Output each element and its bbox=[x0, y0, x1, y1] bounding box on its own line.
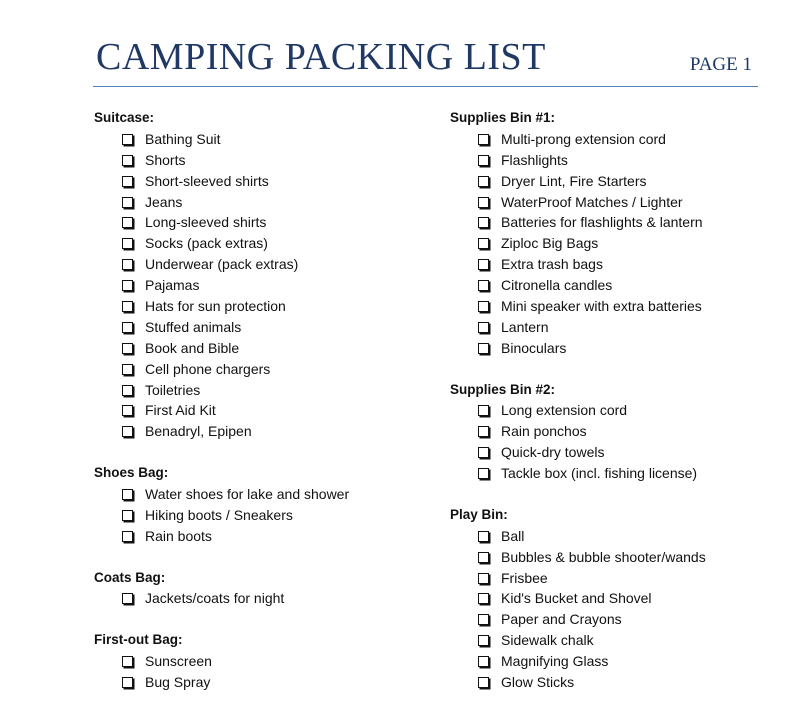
checkbox-icon[interactable] bbox=[122, 385, 133, 396]
page-number: PAGE 1 bbox=[689, 54, 752, 75]
checklist-item[interactable] bbox=[94, 150, 414, 171]
checkbox-icon[interactable] bbox=[478, 176, 489, 187]
section-suitcase bbox=[94, 108, 414, 442]
checkbox-icon[interactable] bbox=[478, 552, 489, 563]
checklist-item[interactable] bbox=[94, 338, 414, 359]
checkbox-icon[interactable] bbox=[478, 426, 489, 437]
checklist-item-label: Underwear (pack extras) bbox=[145, 256, 299, 273]
section-title: Shoes Bag: bbox=[94, 465, 169, 481]
checkbox-icon[interactable] bbox=[122, 259, 133, 270]
checklist-item[interactable] bbox=[450, 651, 770, 672]
section-supplies-bin-1 bbox=[450, 108, 770, 359]
checklist-item[interactable] bbox=[94, 484, 414, 505]
checklist-item-label: Hats for sun protection bbox=[145, 298, 286, 315]
checklist-item-label: Book and Bible bbox=[145, 339, 240, 356]
checkbox-icon[interactable] bbox=[478, 573, 489, 584]
checkbox-icon[interactable] bbox=[478, 656, 489, 667]
checklist-item[interactable] bbox=[94, 275, 414, 296]
checklist-item[interactable] bbox=[450, 547, 770, 568]
checklist-item[interactable] bbox=[450, 672, 770, 693]
section-shoes-bag bbox=[94, 463, 414, 547]
checklist-item[interactable] bbox=[94, 651, 414, 672]
checklist-item[interactable] bbox=[450, 421, 770, 442]
checkbox-icon[interactable] bbox=[122, 426, 133, 437]
checkbox-icon[interactable] bbox=[478, 447, 489, 458]
checkbox-icon[interactable] bbox=[478, 343, 489, 354]
checklist-item[interactable] bbox=[450, 463, 770, 484]
checklist-item[interactable] bbox=[94, 254, 414, 275]
section-title: Supplies Bin #2: bbox=[450, 381, 556, 397]
checkbox-icon[interactable] bbox=[122, 322, 133, 333]
checklist-item[interactable] bbox=[450, 588, 770, 609]
checklist-item-label: Bug Spray bbox=[145, 674, 211, 691]
section-first-out-bag bbox=[94, 630, 414, 693]
checklist-item[interactable] bbox=[94, 400, 414, 421]
checklist-item-label: Jeans bbox=[145, 193, 183, 210]
checkbox-icon[interactable] bbox=[122, 364, 133, 375]
checkbox-icon[interactable] bbox=[478, 134, 489, 145]
checklist-item[interactable] bbox=[450, 526, 770, 547]
checklist-item-label: Rain boots bbox=[145, 527, 212, 544]
checklist-item-label: WaterProof Matches / Lighter bbox=[501, 193, 683, 210]
checklist-item-label: Dryer Lint, Fire Starters bbox=[501, 172, 647, 189]
checkbox-icon[interactable] bbox=[478, 322, 489, 333]
checkbox-icon[interactable] bbox=[478, 155, 489, 166]
checkbox-icon[interactable] bbox=[122, 531, 133, 542]
checklist-item-label: Kid's Bucket and Shovel bbox=[501, 590, 652, 607]
page-title: CAMPING PACKING LIST bbox=[96, 36, 546, 78]
checklist-item[interactable] bbox=[450, 296, 770, 317]
checklist-item-label: Toiletries bbox=[145, 381, 201, 398]
checkbox-icon[interactable] bbox=[122, 301, 133, 312]
checklist-item-label: Paper and Crayons bbox=[501, 611, 622, 628]
checklist-item-label: Quick-dry towels bbox=[501, 444, 605, 461]
checklist-item[interactable] bbox=[94, 296, 414, 317]
checkbox-icon[interactable] bbox=[478, 259, 489, 270]
checklist-item[interactable] bbox=[94, 588, 414, 609]
header-divider bbox=[93, 86, 758, 87]
checklist-item-label: Shorts bbox=[145, 151, 186, 168]
checkbox-icon[interactable] bbox=[478, 635, 489, 646]
checkbox-icon[interactable] bbox=[478, 677, 489, 688]
checklist-item[interactable] bbox=[450, 568, 770, 589]
checklist-item[interactable] bbox=[450, 171, 770, 192]
checklist-item-label: Batteries for flashlights & lantern bbox=[501, 214, 703, 231]
checklist-item[interactable] bbox=[450, 442, 770, 463]
checkbox-icon[interactable] bbox=[478, 238, 489, 249]
checkbox-icon[interactable] bbox=[122, 405, 133, 416]
checklist-item-label: Lantern bbox=[501, 318, 549, 335]
checkbox-icon[interactable] bbox=[122, 155, 133, 166]
checklist-item-label: Hiking boots / Sneakers bbox=[145, 506, 293, 523]
checklist-item[interactable] bbox=[94, 233, 414, 254]
checklist-item-label: Mini speaker with extra batteries bbox=[501, 298, 702, 315]
checklist-item[interactable] bbox=[450, 630, 770, 651]
checklist-item-label: Short-sleeved shirts bbox=[145, 172, 269, 189]
checklist-item-label: Socks (pack extras) bbox=[145, 235, 268, 252]
checklist-item[interactable] bbox=[450, 317, 770, 338]
checklist-item-label: Extra trash bags bbox=[501, 256, 603, 273]
right-column bbox=[450, 108, 770, 714]
checklist-item[interactable] bbox=[94, 421, 414, 442]
checkbox-icon[interactable] bbox=[478, 405, 489, 416]
checkbox-icon[interactable] bbox=[478, 593, 489, 604]
checkbox-icon[interactable] bbox=[478, 301, 489, 312]
checklist-item[interactable] bbox=[450, 609, 770, 630]
checklist-item[interactable] bbox=[94, 359, 414, 380]
checklist-item-label: Water shoes for lake and shower bbox=[145, 486, 350, 503]
checkbox-icon[interactable] bbox=[122, 197, 133, 208]
checkbox-icon[interactable] bbox=[478, 468, 489, 479]
checklist-item-label: Long extension cord bbox=[501, 402, 628, 419]
checklist-item[interactable] bbox=[94, 192, 414, 213]
checklist-item-label: Pajamas bbox=[145, 277, 200, 294]
checkbox-icon[interactable] bbox=[122, 677, 133, 688]
checklist-item-label: Glow Sticks bbox=[501, 674, 575, 691]
checklist-item-label: Multi-prong extension cord bbox=[501, 130, 666, 147]
checklist-item-label: Magnifying Glass bbox=[501, 653, 609, 670]
checklist-item[interactable] bbox=[94, 212, 414, 233]
section-title: Coats Bag: bbox=[94, 569, 166, 585]
checklist-item-label: Ball bbox=[501, 527, 525, 544]
checklist-item[interactable] bbox=[94, 526, 414, 547]
checkbox-icon[interactable] bbox=[122, 489, 133, 500]
checklist-item-label: Long-sleeved shirts bbox=[145, 214, 267, 231]
checklist-item[interactable] bbox=[450, 212, 770, 233]
checklist-item[interactable] bbox=[450, 150, 770, 171]
checklist-item-label: Jackets/coats for night bbox=[145, 590, 285, 607]
checkbox-icon[interactable] bbox=[122, 656, 133, 667]
checklist-item[interactable] bbox=[450, 275, 770, 296]
checklist-item-label: Tackle box (incl. fishing license) bbox=[501, 465, 698, 482]
checkbox-icon[interactable] bbox=[478, 614, 489, 625]
checkbox-icon[interactable] bbox=[122, 176, 133, 187]
section-title: First-out Bag: bbox=[94, 632, 183, 648]
checklist-item-label: Cell phone chargers bbox=[145, 360, 271, 377]
checklist-item[interactable] bbox=[94, 317, 414, 338]
checklist-item-label: Sidewalk chalk bbox=[501, 632, 594, 649]
checklist-item-label: Rain ponchos bbox=[501, 423, 587, 440]
checklist-item[interactable] bbox=[450, 129, 770, 150]
checkbox-icon[interactable] bbox=[122, 510, 133, 521]
checklist-item[interactable] bbox=[94, 129, 414, 150]
checklist-item-label: Binoculars bbox=[501, 339, 567, 356]
checklist-item-label: First Aid Kit bbox=[145, 402, 216, 419]
checklist-item[interactable] bbox=[94, 672, 414, 693]
checklist-item[interactable] bbox=[94, 171, 414, 192]
checkbox-icon[interactable] bbox=[122, 280, 133, 291]
checklist-item[interactable] bbox=[450, 338, 770, 359]
checklist-item-label: Sunscreen bbox=[145, 653, 212, 670]
section-supplies-bin-2 bbox=[450, 380, 770, 484]
left-column bbox=[94, 108, 414, 714]
checklist-item[interactable] bbox=[450, 192, 770, 213]
checklist-item[interactable] bbox=[450, 400, 770, 421]
checkbox-icon[interactable] bbox=[478, 280, 489, 291]
checklist-item[interactable] bbox=[450, 233, 770, 254]
section-title: Supplies Bin #1: bbox=[450, 110, 556, 125]
checklist-item[interactable] bbox=[94, 505, 414, 526]
checklist-item[interactable] bbox=[94, 380, 414, 401]
checklist-item-label: Frisbee bbox=[501, 569, 548, 586]
checklist-item-label: Stuffed animals bbox=[145, 318, 242, 335]
section-title: Suitcase: bbox=[94, 110, 155, 125]
checkbox-icon[interactable] bbox=[122, 343, 133, 354]
checklist-item-label: Bathing Suit bbox=[145, 130, 221, 147]
checkbox-icon[interactable] bbox=[478, 197, 489, 208]
section-coats-bag bbox=[94, 568, 414, 610]
checkbox-icon[interactable] bbox=[122, 134, 133, 145]
checklist-item-label: Benadryl, Epipen bbox=[145, 423, 252, 440]
checklist-item[interactable] bbox=[450, 254, 770, 275]
checkbox-icon[interactable] bbox=[122, 593, 133, 604]
section-play-bin bbox=[450, 505, 770, 693]
section-title: Play Bin: bbox=[450, 506, 508, 522]
checkbox-icon[interactable] bbox=[478, 531, 489, 542]
checklist-item-label: Bubbles & bubble shooter/wands bbox=[501, 548, 706, 565]
checkbox-icon[interactable] bbox=[478, 217, 489, 228]
checklist-item-label: Citronella candles bbox=[501, 277, 613, 294]
checkbox-icon[interactable] bbox=[122, 238, 133, 249]
checklist-item-label: Ziploc Big Bags bbox=[501, 235, 599, 252]
checkbox-icon[interactable] bbox=[122, 217, 133, 228]
checklist-item-label: Flashlights bbox=[501, 151, 568, 168]
